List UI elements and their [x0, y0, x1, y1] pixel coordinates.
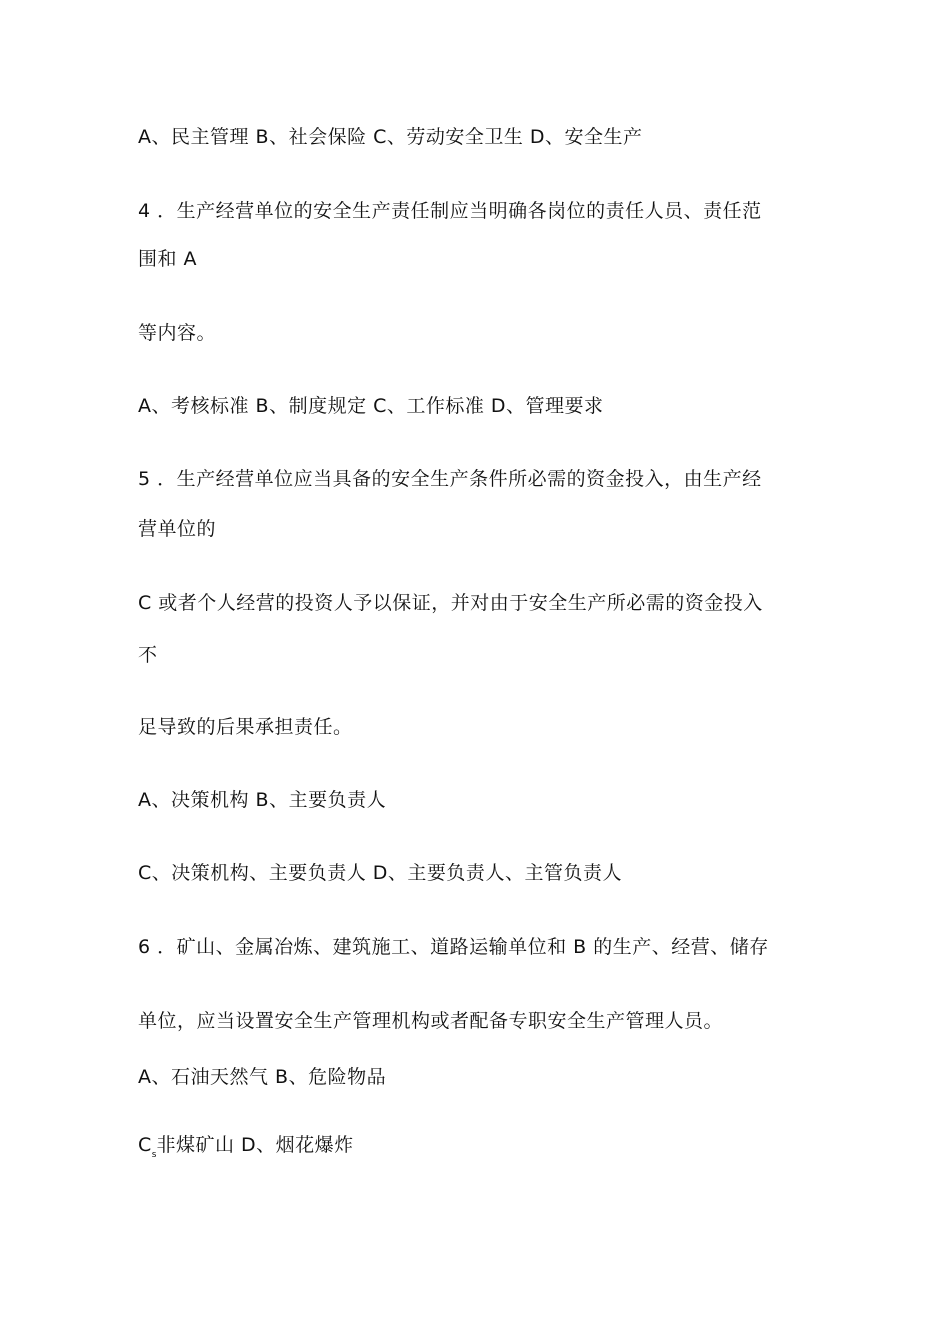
- q6-question-line-2: 单位，应当设置安全生产管理机构或者配备专职安全生产管理人员。: [138, 1010, 724, 1032]
- option-c-letter: C: [138, 1134, 152, 1156]
- q6-options-line-1: A、石油天然气 B、危险物品: [138, 1066, 387, 1088]
- option-c-subscript: s: [151, 1150, 157, 1160]
- q4-options: A、考核标准 B、制度规定 C、工作标准 D、管理要求: [138, 395, 604, 417]
- q4-question-line-2: 围和 A: [138, 248, 198, 270]
- q6-question-line-1: 6 ．矿山、金属冶炼、建筑施工、道路运输单位和 B 的生产、经营、储存: [138, 936, 769, 958]
- q4-question-line-1: 4 ．生产经营单位的安全生产责任制应当明确各岗位的责任人员、责任范: [138, 200, 762, 222]
- q5-question-line-4: 不: [138, 644, 158, 666]
- q5-question-line-2: 营单位的: [138, 518, 217, 540]
- q5-question-line-3: C 或者个人经营的投资人予以保证，并对由于安全生产所必需的资金投入: [138, 592, 763, 614]
- q5-options-line-1: A、决策机构 B、主要负责人: [138, 789, 387, 811]
- q5-question-line-5: 足导致的后果承担责任。: [138, 716, 353, 738]
- q4-question-line-3: 等内容。: [138, 322, 217, 344]
- option-c-rest: 非煤矿山 D、烟花爆炸: [156, 1134, 354, 1156]
- q6-options-line-2: [138, 1132, 354, 1168]
- q3-options: A、民主管理 B、社会保险 C、劳动安全卫生 D、安全生产: [138, 126, 643, 148]
- q5-question-line-1: 5 ．生产经营单位应当具备的安全生产条件所必需的资金投入，由生产经: [138, 468, 762, 490]
- q5-options-line-2: C、决策机构、主要负责人 D、主要负责人、主管负责人: [138, 862, 622, 884]
